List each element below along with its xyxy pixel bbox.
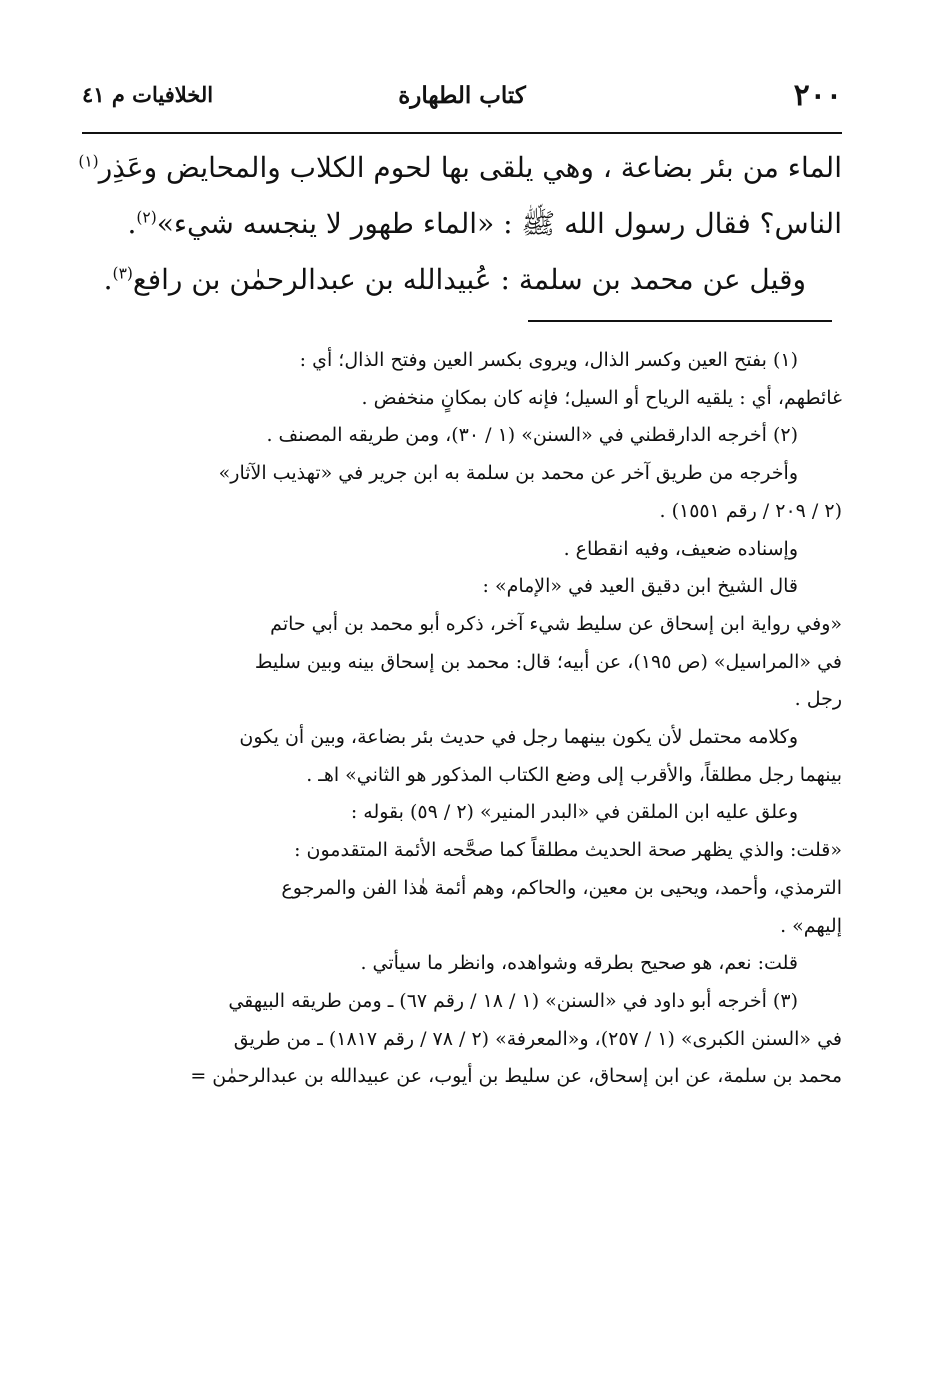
main-line: الناس؟ فقال رسول الله ﷺ : «الماء طهور لا ينجسه شيء»$^{(٢)}$. xyxy=(127,207,842,240)
footnote-line: قلت: نعم، هو صحيح بطرقه وشواهده، وانظر ما سيأتي . xyxy=(360,952,798,975)
footnote-line: محمد بن سلمة، عن ابن إسحاق، عن سليط بن أيوب، عن عبيدالله بن عبدالرحمٰن = xyxy=(190,1065,842,1088)
footnote-line: غائطهم، أي : يلقيه الرياح أو السيل؛ فإنه كان بمكانٍ منخفض . xyxy=(361,386,842,409)
footnote-line: (٣) أخرجه أبو داود في «السنن» (١ / ١٨ / رقم ٦٧) ـ ومن طريقه البيهقي xyxy=(228,989,798,1012)
footnote-line: وإسناده ضعيف، وفيه انقطاع . xyxy=(563,537,798,560)
header-rule xyxy=(82,132,842,134)
footnote-ref: (٣) xyxy=(112,264,133,283)
main-line: الماء من بئر بضاعة ، وهي يلقى بها لحوم الكلاب والمحايض وعَذِر$^{(١)}$ xyxy=(78,151,842,184)
footnote-line: (٢) أخرجه الدارقطني في «السنن» (١ / ٣٠)، ومن طريقه المصنف . xyxy=(266,424,798,447)
footnote-ref: (٢) xyxy=(136,208,157,227)
footnote-line: (١) بفتح العين وكسر الذال، ويروى بكسر العين وفتح الذال؛ أي : xyxy=(299,349,798,371)
page-number: ٢٠٠ xyxy=(793,78,842,113)
page-header xyxy=(82,78,842,122)
footnote-line: رجل . xyxy=(794,688,842,711)
book-title: كتاب الطهارة xyxy=(398,82,526,109)
main-text xyxy=(78,140,842,308)
footnote-line: وأخرجه من طريق آخر عن محمد بن سلمة به ابن جرير في «تهذيب الآثار» xyxy=(218,462,798,485)
footnote-line: «قلت: والذي يظهر صحة الحديث مطلقاً كما صحَّحه الأئمة المتقدمون : xyxy=(294,839,842,862)
footnote-line: الترمذي، وأحمد، ويحيى بن معين، والحاكم، وهم أئمة هٰذا الفن والمرجوع xyxy=(281,876,842,899)
main-line: وقيل عن محمد بن سلمة : عُبيدالله بن عبدالرحمٰن بن رافع$^{(٣)}$. xyxy=(103,263,806,296)
footnote-line: في «المراسيل» (ص ١٩٥)، عن أبيه؛ قال: محمد بن إسحاق بينه وبين سليط xyxy=(254,650,842,673)
footnotes xyxy=(82,342,842,1096)
footnote-line: قال الشيخ ابن دقيق العيد في «الإمام» : xyxy=(482,575,798,598)
footnote-ref: (١) xyxy=(78,152,99,171)
footnote-line: إليهم» . xyxy=(780,914,842,937)
footnote-line: (٢ / ٢٠٩ / رقم ١٥٥١) . xyxy=(659,499,842,522)
footnote-line: وكلامه محتمل لأن يكون بينهما رجل في حديث بئر بضاعة، وبين أن يكون xyxy=(239,726,798,749)
footnote-line: وعلق عليه ابن الملقن في «البدر المنير» (٢ / ٥٩) بقوله : xyxy=(350,801,798,824)
running-title: الخلافيات م ٤١ xyxy=(82,82,214,107)
footnote-line: في «السنن الكبرى» (١ / ٢٥٧)، و«المعرفة» (٢ / ٧٨ / رقم ١٨١٧) ـ من طريق xyxy=(233,1027,842,1050)
footnote-separator xyxy=(528,320,832,322)
footnote-line: «وفي رواية ابن إسحاق عن سليط شيء آخر، ذكره أبو محمد بن أبي حاتم xyxy=(270,612,842,635)
footnote-line: بينهما رجل مطلقاً، والأقرب إلى وضع الكتاب المذكور هو الثاني» اهـ . xyxy=(306,763,842,786)
